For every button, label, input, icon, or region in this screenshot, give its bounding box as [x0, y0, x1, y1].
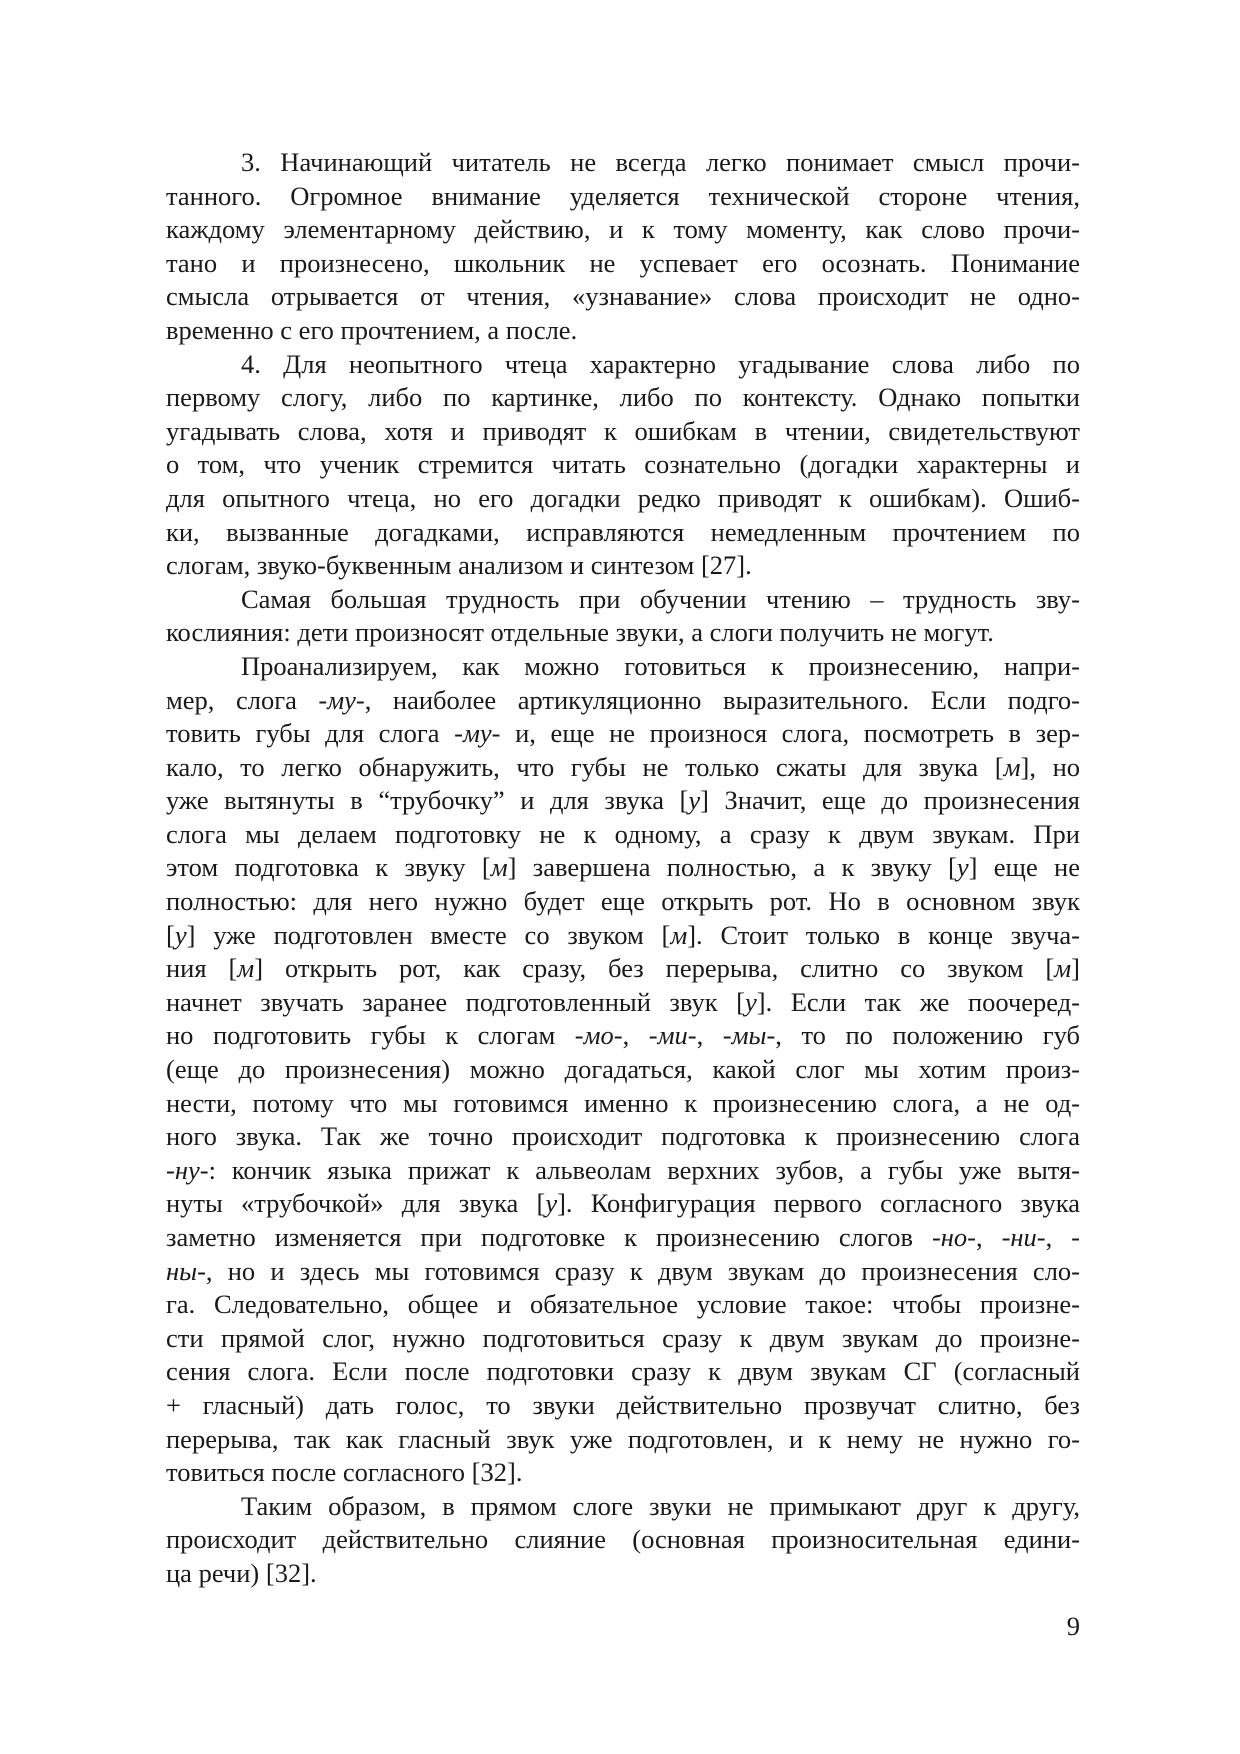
text-line: начнет звучать заранее подготовленный звук [у]. Если так же поочеред-: [166, 986, 1080, 1017]
text-line: нуты «трубочкой» для звука [у]. Конфигурация первого согласного звука: [166, 1188, 1080, 1219]
text-line: ного звука. Так же точно происходит подготовка к произнесению слога: [166, 1121, 1080, 1152]
text-line: ки, вызванные догадками, исправляются немедленным прочтением по: [166, 516, 1080, 547]
text-line: слогам, звуко-буквенным анализом и синтезом [27].: [166, 550, 752, 581]
text-line: Самая большая трудность при обучении чтению – трудность зву-: [241, 583, 1080, 614]
text-line: ца речи) [32].: [166, 1557, 317, 1588]
text-line: [у] уже подготовлен вместе со звуком [м]. Стоит только в конце звуча-: [166, 919, 1080, 950]
paragraph-p-conclusion: [166, 1490, 1080, 1591]
text-line: товить губы для слога -му- и, еще не произнося слога, посмотреть в зер-: [166, 718, 1080, 749]
text-line: кослияния: дети произносят отдельные звуки, а слоги получить не могут.: [166, 617, 994, 648]
text-line: Таким образом, в прямом слоге звуки не примыкают друг к другу,: [241, 1490, 1080, 1521]
text-line: тано и произнесено, школьник не успевает его осознать. Понимание: [166, 247, 1080, 278]
text-line: временно с его прочтением, а после.: [166, 314, 578, 345]
text-line: 3. Начинающий читатель не всегда легко понимает смысл прочи-: [241, 147, 1080, 177]
text-line: Проанализируем, как можно готовиться к произнесению, напри-: [241, 650, 1080, 681]
text-line: (еще до произнесения) можно догадаться, какой слог мы хотим произ-: [166, 1054, 1080, 1085]
text-line: сения слога. Если после подготовки сразу к двум звукам СГ (согласный: [166, 1356, 1080, 1387]
text-line: ния [м] открыть рот, как сразу, без перерыва, слитно со звуком [м]: [166, 953, 1080, 984]
text-line: сти прямой слог, нужно подготовиться сразу к двум звукам до произне-: [166, 1322, 1080, 1353]
text-line: ны-, но и здесь мы готовимся сразу к двум звукам до произнесения сло-: [166, 1255, 1080, 1286]
text-line: для опытного чтеца, но его догадки редко приводят к ошибкам). Ошиб-: [166, 482, 1080, 513]
text-line: заметно изменяется при подготовке к произнесению слогов -но-, -ни-, -: [166, 1222, 1080, 1252]
paragraph-p4: [166, 348, 1080, 583]
text-line: 4. Для неопытного чтеца характерно угадывание слова либо по: [241, 348, 1080, 379]
paragraph-p-difficulty: [166, 583, 1080, 650]
text-line: мер, слога -му-, наиболее артикуляционно выразительного. Если подго-: [166, 684, 1080, 715]
text-line: полностью: для него нужно будет еще открыть рот. Но в основном звук: [166, 886, 1080, 917]
text-line: о том, что ученик стремится читать сознательно (догадки характерны и: [166, 449, 1080, 480]
text-line: га. Следовательно, общее и обязательное условие такое: чтобы произне-: [166, 1289, 1080, 1320]
text-line: но подготовить губы к слогам -мо-, -ми-, -мы-, то по положению губ: [166, 1020, 1080, 1051]
paragraph-p-analysis: [166, 650, 1080, 1490]
paragraph-p3: [166, 146, 1080, 348]
text-line: угадывать слова, хотя и приводят к ошибкам в чтении, свидетельствуют: [166, 415, 1080, 446]
text-line: товиться после согласного [32].: [166, 1457, 523, 1488]
text-line: нести, потому что мы готовимся именно к произнесению слога, а не од-: [166, 1087, 1080, 1118]
text-line: каждому элементарному действию, и к тому моменту, как слово прочи-: [166, 214, 1080, 245]
text-line: -ну-: кончик языка прижат к альвеолам верхних зубов, а губы уже вытя-: [166, 1154, 1080, 1185]
text-line: происходит действительно слияние (основная произносительная едини-: [166, 1524, 1080, 1555]
text-line: уже вытянуты в “трубочку” и для звука [у] Значит, еще до произнесения: [166, 785, 1080, 816]
text-line: смысла отрывается от чтения, «узнавание» слова происходит не одно-: [166, 281, 1080, 312]
text-line: + гласный) дать голос, то звуки действительно прозвучат слитно, без: [166, 1389, 1080, 1420]
text-line: кало, то легко обнаружить, что губы не только сжаты для звука [м], но: [166, 751, 1080, 782]
text-line: танного. Огромное внимание уделяется технической стороне чтения,: [166, 180, 1080, 211]
body-text: [166, 146, 1080, 1591]
text-line: этом подготовка к звуку [м] завершена полностью, а к звуку [у] еще не: [166, 852, 1080, 883]
text-line: первому слогу, либо по картинке, либо по контексту. Однако попытки: [166, 382, 1080, 413]
text-line: слога мы делаем подготовку не к одному, а сразу к двум звукам. При: [166, 818, 1080, 849]
text-line: перерыва, так как гласный звук уже подготовлен, и к нему не нужно го-: [166, 1423, 1080, 1454]
page-number: 9: [1066, 1611, 1080, 1641]
